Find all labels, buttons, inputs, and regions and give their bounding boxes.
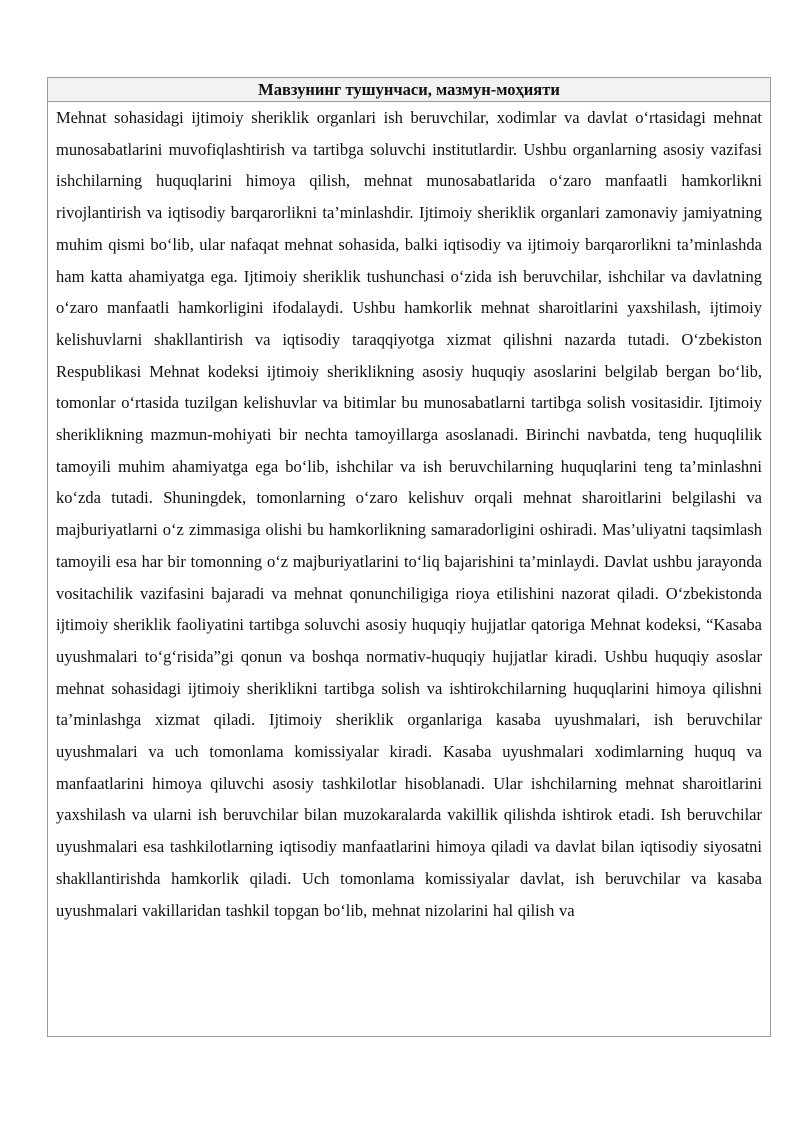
section-body	[48, 102, 770, 1036]
content-table	[47, 77, 771, 1037]
body-paragraph: Mehnat sohasidagi ijtimoiy sheriklik organlari ish beruvchilar, xodimlar va davlat o‘rtasidagi mehnat munosabatlarini muvofiqlashtirish va tartibga soluvchi institutlardir. Ushbu organlarning asosiy vazifasi ishchilarning huquqlarini himoya qilish, mehnat munosabatlarida o‘zaro manfaatli hamkorlikni rivojlantirish va iqtisodiy barqarorlikni ta’minlashdir. Ijtimoiy sheriklik organlari zamonaviy jamiyatning muhim qismi bo‘lib, ular nafaqat mehnat sohasida, balki iqtisodiy va ijtimoiy barqarorlikni ta’minlashda ham katta ahamiyatga ega. Ijtimoiy sheriklik tushunchasi o‘zida ish beruvchilar, ishchilar va davlatning o‘zaro manfaatli hamkorligini ifodalaydi. Ushbu hamkorlik mehnat sharoitlarini yaxshilash, ijtimoiy kelishuvlarni shakllantirish va iqtisodiy taraqqiyotga xizmat qilishni nazarda tutadi. O‘zbekiston Respublikasi Mehnat kodeksi ijtimoiy sheriklikning asosiy huquqiy asoslarini belgilab bergan bo‘lib, tomonlar o‘rtasida tuzilgan kelishuvlar va bitimlar bu munosabatlarni tartibga solish vositasidir. Ijtimoiy sheriklikning mazmun-mohiyati bir nechta tamoyillarga asoslanadi. Birinchi navbatda, teng huquqlilik tamoyili muhim ahamiyatga ega bo‘lib, ishchilar va ish beruvchilarning huquqlarini teng ta’minlashni ko‘zda tutadi. Shuningdek, tomonlarning o‘zaro kelishuv orqali mehnat sharoitlarini belgilashi va majburiyatlarni o‘z zimmasiga olishi bu hamkorlikning samaradorligini oshiradi. Mas’uliyatni taqsimlash tamoyili esa har bir tomonning o‘z majburiyatlarini to‘liq bajarishini ta’minlaydi. Davlat ushbu jarayonda vositachilik vazifasini bajaradi va mehnat qonunchiligiga rioya etilishini nazorat qiladi. O‘zbekistonda ijtimoiy sheriklik faoliyatini tartibga soluvchi asosiy huquqiy hujjatlar qatoriga Mehnat kodeksi, “Kasaba uyushmalari to‘g‘risida”gi qonun va boshqa normativ-huquqiy hujjatlar kiradi. Ushbu huquqiy asoslar mehnat sohasidagi ijtimoiy sheriklikni tartibga solish va ishtirokchilarning huquqlarini himoya qilishni ta’minlashga xizmat qiladi. Ijtimoiy sheriklik organlariga kasaba uyushmalari, ish beruvchilar uyushmalari va uch tomonlama komissiyalar kiradi. Kasaba uyushmalari xodimlarning huquq va manfaatlarini himoya qiluvchi asosiy tashkilotlar hisoblanadi. Ular ishchilarning mehnat sharoitlarini yaxshilash va ularni ish beruvchilar bilan muzokaralarda vakillik qilishda ishtirok etadi. Ish beruvchilar uyushmalari esa tashkilotlarning iqtisodiy manfaatlarini himoya qiladi va davlat bilan iqtisodiy siyosatni shakllantirishda hamkorlik qiladi. Uch tomonlama komissiyalar davlat, ish beruvchilar va kasaba uyushmalari vakillaridan tashkil topgan bo‘lib, mehnat nizolarini hal qilish va	[56, 108, 762, 920]
section-title: Мавзунинг тушунчаси, мазмун-моҳияти	[48, 78, 770, 102]
